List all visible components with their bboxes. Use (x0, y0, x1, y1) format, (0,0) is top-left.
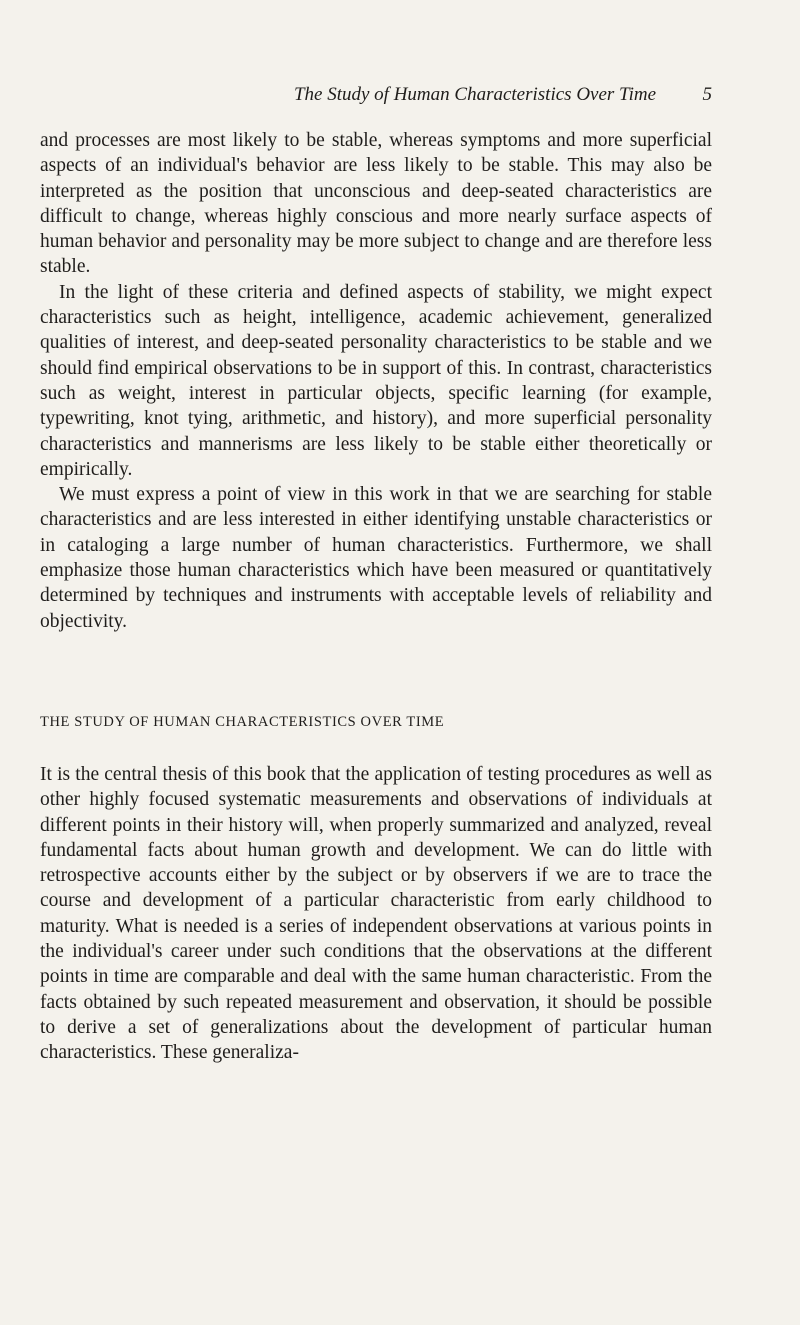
page-number: 5 (702, 84, 712, 105)
running-title: The Study of Human Characteristics Over Time (293, 84, 656, 105)
section-heading: THE STUDY OF HUMAN CHARACTERISTICS OVER TIME (40, 713, 445, 730)
paragraph-continued: and processes are most likely to be stable, whereas symptoms and more superficial aspects of an individual's behavior are less likely to be stable. This may also be interpreted as the position that unconscious and deep-seated characteristics are difficult to change, whereas highly conscious and more nearly surface aspects of human behavior and personality may be more subject to change and are therefore less stable. (40, 130, 712, 278)
paragraph-criteria: In the light of these criteria and defined aspects of stability, we might expect characteristics such as height, intelligence, academic achievement, generalized qualities of interest, and deep-seated personality characteristics to be stable and we should find empirical observations to be in support of this. In contrast, characteristics such as weight, interest in particular objects, specific learning (for example, typewriting, knot tying, arithmetic, and history), and more superficial personality characteristics and mannerisms are less likely to be stable either theoretically or empirically. (40, 281, 712, 480)
running-head (40, 80, 712, 110)
paragraph-central-thesis: It is the central thesis of this book that the application of testing procedures as well as other highly focused systematic measurements and observations of individuals at different points in their history will, when properly summarized and analyzed, reveal fundamental facts about human growth and development. We can do little with retrospective accounts either by the subject or by observers if we are to trace the course and development of a particular characteristic from early childhood to maturity. What is needed is a series of independent observations at various points in the individual's career under such conditions that the observations at the different points in time are comparable and deal with the same human characteristic. From the facts obtained by such repeated measurement and observation, it should be possible to derive a set of generalizations about the development of particular human characteristics. These generaliza- (40, 763, 712, 1064)
paragraph-point-of-view: We must express a point of view in this work in that we are searching for stable characteristics and are less interested in either identifying unstable characteristics or in cataloging a large number of human characteristics. Furthermore, we shall emphasize those human characteristics which have been measured or quantitatively determined by techniques and instruments with acceptable levels of reliability and objectivity. (40, 484, 712, 632)
body-text (40, 128, 712, 1066)
